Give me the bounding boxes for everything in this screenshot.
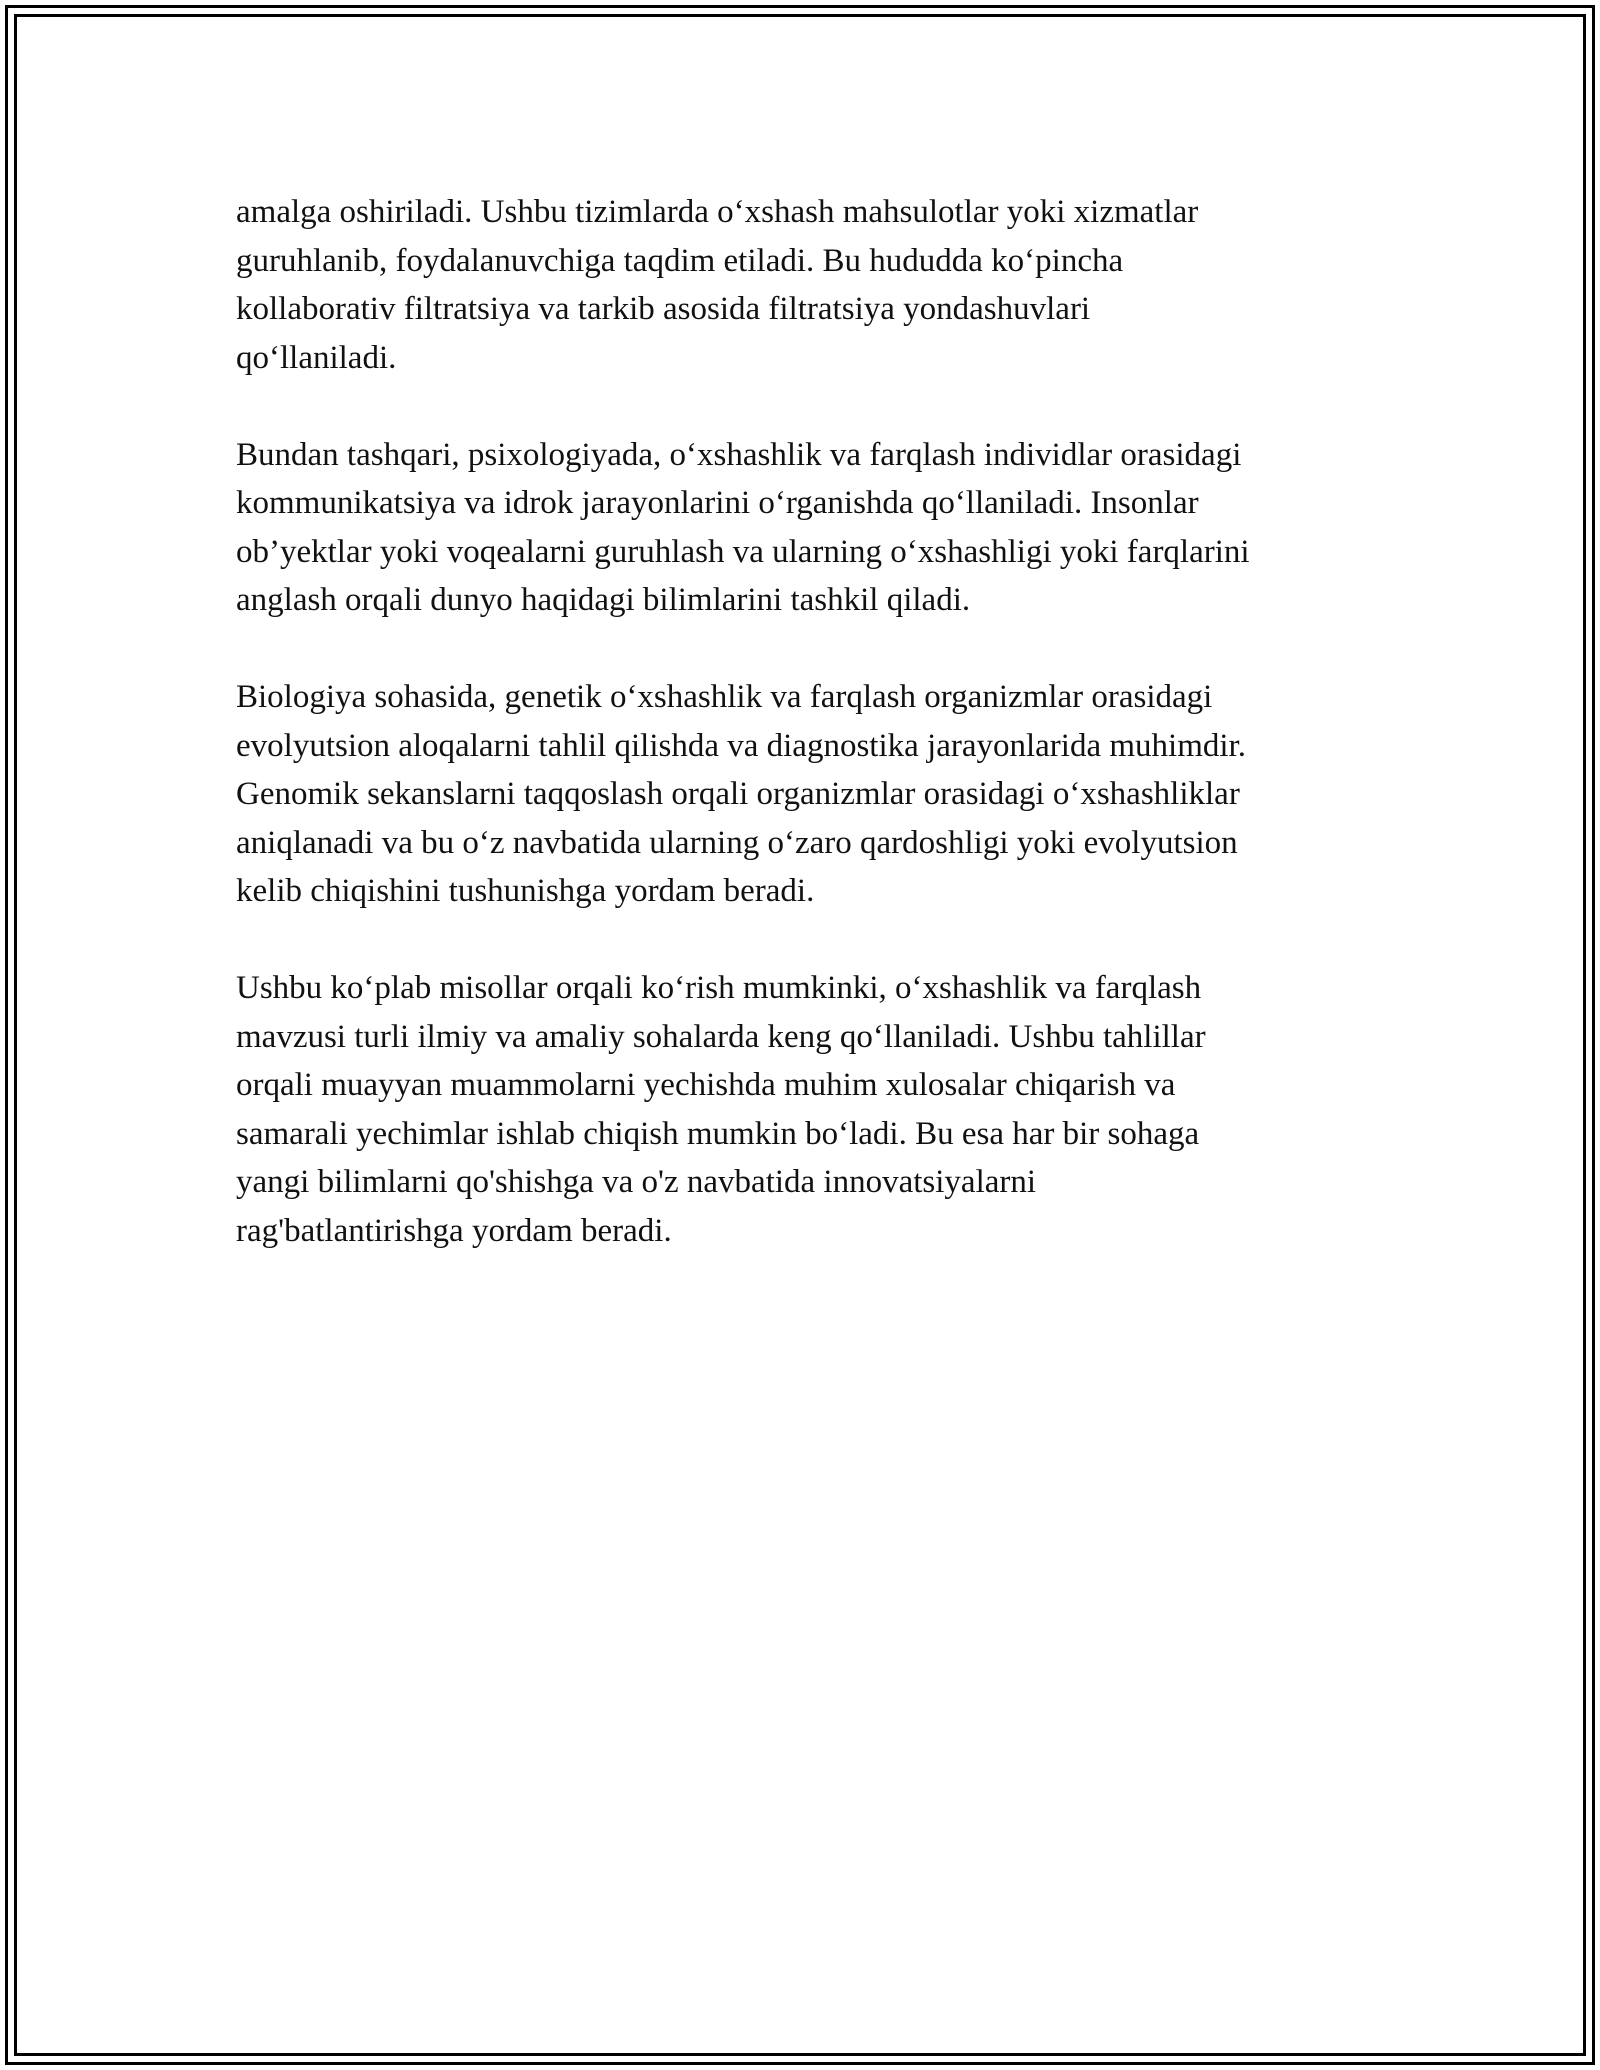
text-line: Genomik sekanslarni taqqoslash orqali organizmlar orasidagi o‘xshashliklar	[236, 776, 1240, 812]
paragraph-conclusion	[236, 964, 1376, 1255]
paragraph-biology	[236, 673, 1376, 916]
text-line: orqali muayyan muammolarni yechishda muhim xulosalar chiqarish va	[236, 1067, 1176, 1103]
text-line: guruhlanib, foydalanuvchiga taqdim etiladi. Bu hududda ko‘pincha	[236, 242, 1124, 279]
text-line: samarali yechimlar ishlab chiqish mumkin bo‘ladi. Bu esa har bir sohaga	[236, 1115, 1200, 1152]
text-line: kollaborativ filtratsiya va tarkib asosida filtratsiya yondashuvlari	[236, 291, 1091, 327]
document-body	[236, 188, 1376, 1304]
text-line: anglash orqali dunyo haqidagi bilimlarini tashkil qiladi.	[236, 582, 971, 618]
text-line: yangi bilimlarni qo'shishga va o'z navbatida innovatsiyalarni	[236, 1164, 1037, 1200]
text-line: rag'batlantirishga yordam beradi.	[236, 1212, 672, 1249]
paragraph-psychology	[236, 431, 1376, 625]
paragraph-recommendation-systems	[236, 188, 1376, 382]
text-line: kelib chiqishini tushunishga yordam beradi.	[236, 873, 815, 909]
text-line: Ushbu ko‘plab misollar orqali ko‘rish mumkinki, o‘xshashlik va farqlash	[236, 970, 1202, 1006]
text-line: Biologiya sohasida, genetik o‘xshashlik va farqlash organizmlar orasidagi	[236, 679, 1213, 715]
text-line: kommunikatsiya va idrok jarayonlarini o‘rganishda qo‘llaniladi. Insonlar	[236, 485, 1199, 521]
text-line: evolyutsion aloqalarni tahlil qilishda va diagnostika jarayonlarida muhimdir.	[236, 727, 1246, 764]
text-line: Bundan tashqari, psixologiyada, o‘xshashlik va farqlash individlar orasidagi	[236, 436, 1242, 473]
text-line: ob’yektlar yoki voqealarni guruhlash va ularning o‘xshashligi yoki farqlarini	[236, 533, 1250, 570]
text-line: mavzusi turli ilmiy va amaliy sohalarda keng qo‘llaniladi. Ushbu tahlillar	[236, 1018, 1206, 1055]
text-line: amalga oshiriladi. Ushbu tizimlarda o‘xshash mahsulotlar yoki xizmatlar	[236, 194, 1199, 230]
text-line: qo‘llaniladi.	[236, 339, 397, 376]
text-line: aniqlanadi va bu o‘z navbatida ularning o‘zaro qardoshligi yoki evolyutsion	[236, 824, 1238, 861]
